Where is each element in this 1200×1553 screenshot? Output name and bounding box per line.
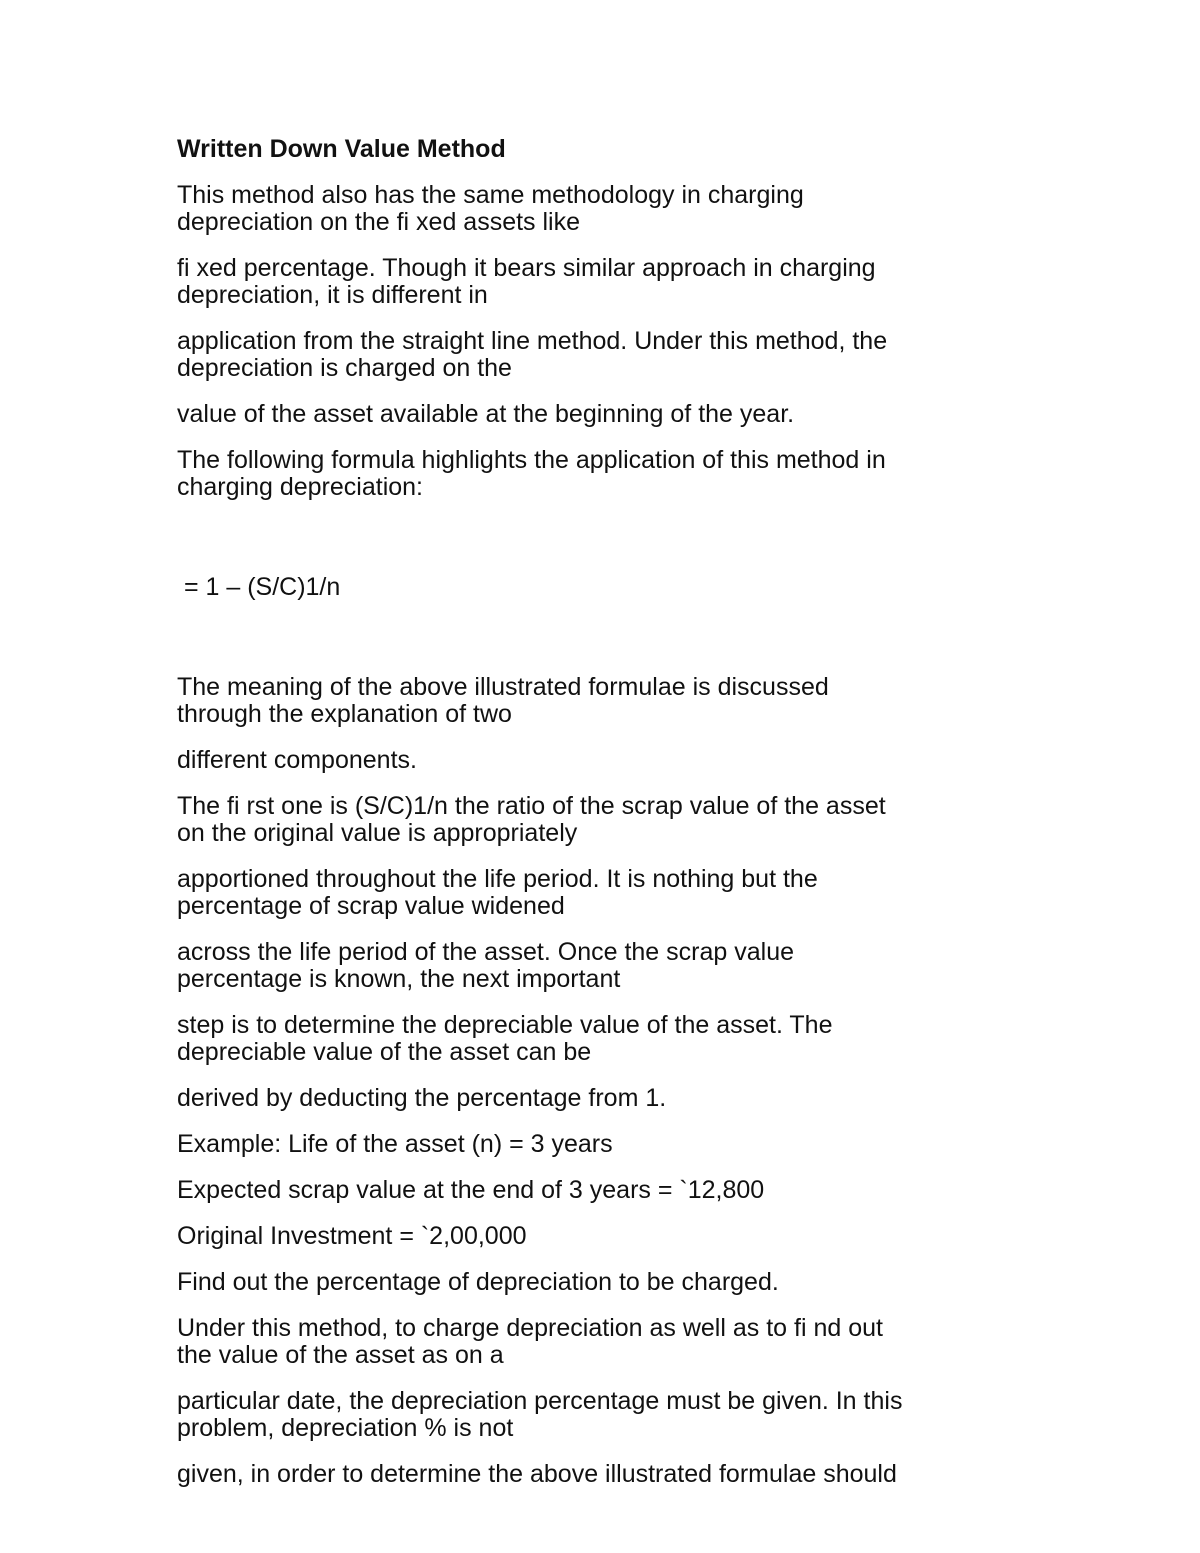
text-line: step is to determine the depreciable value of the asset. The (177, 1011, 833, 1039)
paragraph (177, 939, 1057, 993)
paragraph (177, 1131, 1057, 1158)
text-line: percentage is known, the next important (177, 965, 621, 993)
text-line: different components. (177, 746, 417, 774)
paragraph (177, 182, 1057, 236)
text-line: Example: Life of the asset (n) = 3 years (177, 1130, 613, 1158)
paragraph (177, 793, 1057, 847)
text-line: percentage of scrap value widened (177, 892, 565, 920)
text-line: Original Investment = `2,00,000 (177, 1222, 527, 1250)
text-line: on the original value is appropriately (177, 819, 578, 847)
document-title: Written Down Value Method (177, 135, 506, 163)
text-line: value of the asset available at the beginning of the year. (177, 400, 795, 428)
text-line: problem, depreciation % is not (177, 1414, 514, 1442)
paragraph (177, 1085, 1057, 1112)
text-line: particular date, the depreciation percentage must be given. In this (177, 1387, 903, 1415)
paragraph (177, 328, 1057, 382)
paragraph (177, 255, 1057, 309)
text-line: Under this method, to charge depreciation as well as to fi nd out (177, 1314, 883, 1342)
text-line: through the explanation of two (177, 700, 512, 728)
text-line: depreciation, it is different in (177, 281, 488, 309)
text-line: The following formula highlights the application of this method in (177, 446, 886, 474)
text-line: Expected scrap value at the end of 3 years = `12,800 (177, 1176, 765, 1204)
paragraph (177, 1177, 1057, 1204)
paragraph (177, 866, 1057, 920)
text-line: charging depreciation: (177, 473, 423, 501)
paragraph (177, 401, 1057, 428)
text-line: depreciation is charged on the (177, 354, 512, 382)
paragraph (177, 1461, 1057, 1488)
paragraph (177, 1269, 1057, 1296)
text-line: given, in order to determine the above illustrated formulae should (177, 1460, 897, 1488)
paragraph (177, 447, 1057, 501)
text-line: depreciation on the fi xed assets like (177, 208, 581, 236)
paragraph (177, 674, 1057, 728)
text-line: apportioned throughout the life period. It is nothing but the (177, 865, 818, 893)
text-line: The meaning of the above illustrated formulae is discussed (177, 673, 829, 701)
formula-line: = 1 – (S/C)1/n (177, 573, 341, 601)
document-body (177, 136, 1057, 1507)
paragraph (177, 747, 1057, 774)
text-line: application from the straight line method. Under this method, the (177, 327, 888, 355)
paragraph (177, 1315, 1057, 1369)
text-line: across the life period of the asset. Once the scrap value (177, 938, 795, 966)
text-line: The fi rst one is (S/C)1/n the ratio of the scrap value of the asset (177, 792, 886, 820)
text-line: depreciable value of the asset can be (177, 1038, 592, 1066)
text-line: fi xed percentage. Though it bears similar approach in charging (177, 254, 876, 282)
formula (177, 520, 1057, 655)
text-line: Find out the percentage of depreciation to be charged. (177, 1268, 779, 1296)
text-line: derived by deducting the percentage from 1. (177, 1084, 667, 1112)
text-line: the value of the asset as on a (177, 1341, 504, 1369)
text-line: This method also has the same methodology in charging (177, 181, 804, 209)
paragraph (177, 1388, 1057, 1442)
paragraph (177, 1012, 1057, 1066)
paragraph (177, 1223, 1057, 1250)
